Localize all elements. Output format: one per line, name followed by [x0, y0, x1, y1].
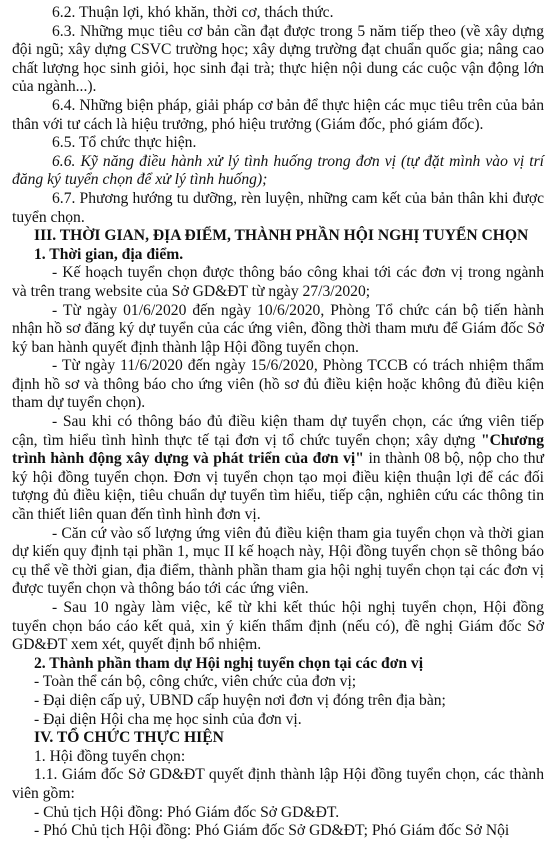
paragraph-6-2: 6.2. Thuận lợi, khó khăn, thời cơ, thách thức.: [52, 4, 334, 21]
subheading-council: 1. Hội đồng tuyển chọn:: [34, 747, 186, 765]
bullet-application-period: - Từ ngày 01/6/2020 đến ngày 10/6/2020, Phòng Tổ chức cán bộ tiến hành nhận hồ sơ đăng ký dự tuyển của các ứng viên, đồng thời tham mưu để Giám đốc Sở ký ban hành quyết định thành lập Hội đồng tuyển chọn.: [12, 301, 544, 356]
paragraph-6-6-lead: 6.6. Kỹ năng điều hành xử lý tình huống trong đơn vị: [52, 152, 402, 170]
section-heading-iv: IV. TỔ CHỨC THỰC HIỆN: [34, 729, 224, 747]
bullet-parents-association: - Đại diện Hội cha mẹ học sinh của đơn vị.: [34, 710, 302, 728]
bullet-council-notice: - Căn cứ vào số lượng ứng viên đủ điều kiện tham gia tuyển chọn và thời gian dự kiến quy định tại phần 1, mục II kế hoạch này, Hội đồng tuyển chọn sẽ thông báo cụ thể về thời gian, địa điểm, thành phần tham gia hội nghị tuyển chọn tại các đơn vị được tuyển chọn và thông báo tới các ứng viên.: [12, 524, 544, 598]
section-heading-iii: III. THỜI GIAN, ĐỊA ĐIỂM, THÀNH PHẦN HỘI NGHỊ TUYỂN CHỌN: [34, 227, 529, 245]
action-program-title: "Chương trình hành động xây dựng và phát triển của đơn vị": [12, 431, 544, 468]
paragraph-6-4: 6.4. Những biện pháp, giải pháp cơ bản để thực hiện các mục tiêu trên của bản thân với tư cách là hiệu trưởng, phó hiệu trưởng (Giám đốc, phó giám đốc).: [12, 96, 544, 133]
bullet-staff: - Toàn thể cán bộ, công chức, viên chức của đơn vị;: [34, 673, 357, 691]
bullet-result-report: - Sau 10 ngày làm việc, kể từ khi kết thúc hội nghị tuyển chọn, Hội đồng tuyển chọn báo cáo kết quả, xin ý kiến thẩm định (nếu có), đề nghị Giám đốc Sở GD&ĐT xem xét, quyết định bổ nhiệm.: [12, 599, 544, 654]
bullet-action-program: [12, 413, 544, 525]
bullet-council-chair: - Chủ tịch Hội đồng: Phó Giám đốc Sở GD&ĐT.: [34, 803, 340, 821]
bullet-plan-announcement: - Kế hoạch tuyển chọn được thông báo công khai tới các đơn vị trong ngành và trên trang website của Sở GD&ĐT từ ngày 27/3/2020;: [12, 264, 544, 300]
paragraph-6-6: [12, 153, 544, 190]
subheading-participants: 2. Thành phần tham dự Hội nghị tuyển chọn tại các đơn vị: [34, 654, 424, 672]
paragraph-6-6-note: (tự đặt mình vào vị trí đăng ký tuyển chọn để xử lý tình huống);: [12, 152, 545, 189]
paragraph-6-5: 6.5. Tổ chức thực hiện.: [52, 134, 197, 152]
subheading-time-place: 1. Thời gian, địa điểm.: [34, 245, 184, 263]
paragraph-1-1: 1.1. Giám đốc Sở GD&ĐT quyết định thành lập Hội đồng tuyển chọn, các thành viên gồm:: [12, 766, 544, 802]
bullet-action-program-lead: - Sau khi có thông báo đủ điều kiện tham dự tuyển chọn, các ứng viên tiếp cận, tìm hiểu tình hình thực tế tại đơn vị tổ chức tuyển chọn; xây dựng: [12, 413, 544, 449]
bullet-council-vice-chair: - Phó Chủ tịch Hội đồng: Phó Giám đốc Sở GD&ĐT; Phó Giám đốc Sở Nội: [34, 822, 510, 840]
paragraph-6-7: 6.7. Phương hướng tu dưỡng, rèn luyện, những cam kết của bản thân khi được tuyển chọn.: [12, 189, 544, 226]
paragraph-6-3: 6.3. Những mục tiêu cơ bản cần đạt được trong 5 năm tiếp theo (về xây dựng đội ngũ; xây dựng CSVC trường học; xây dựng trường đạt chuẩn quốc gia; nâng cao chất lượng học sinh giỏi, học sinh đại trà; thực hiện nội dung các cuộc vận động lớn của ngành...).: [12, 22, 544, 96]
bullet-verification-period: - Từ ngày 11/6/2020 đến ngày 15/6/2020, Phòng TCCB có trách nhiệm thẩm định hồ sơ và thông báo cho ứng viên (hồ sơ đủ điều kiện hoặc không đủ điều kiện tham dự tuyển chọn).: [12, 357, 544, 412]
bullet-action-program-rest: in thành 08 bộ, nộp cho thư ký hội đồng tuyển chọn. Đơn vị tuyển chọn tạo mọi điều kiện thuận lợi để các đối tượng đủ điều kiện, tiêu chuẩn dự tuyển tìm hiểu, tiếp cận, nghiên cứu các thông tin cần thiết liên quan đến tình hình đơn vị.: [12, 450, 544, 524]
bullet-local-representatives: - Đại diện cấp uỷ, UBND cấp huyện nơi đơn vị đóng trên địa bàn;: [34, 691, 446, 709]
